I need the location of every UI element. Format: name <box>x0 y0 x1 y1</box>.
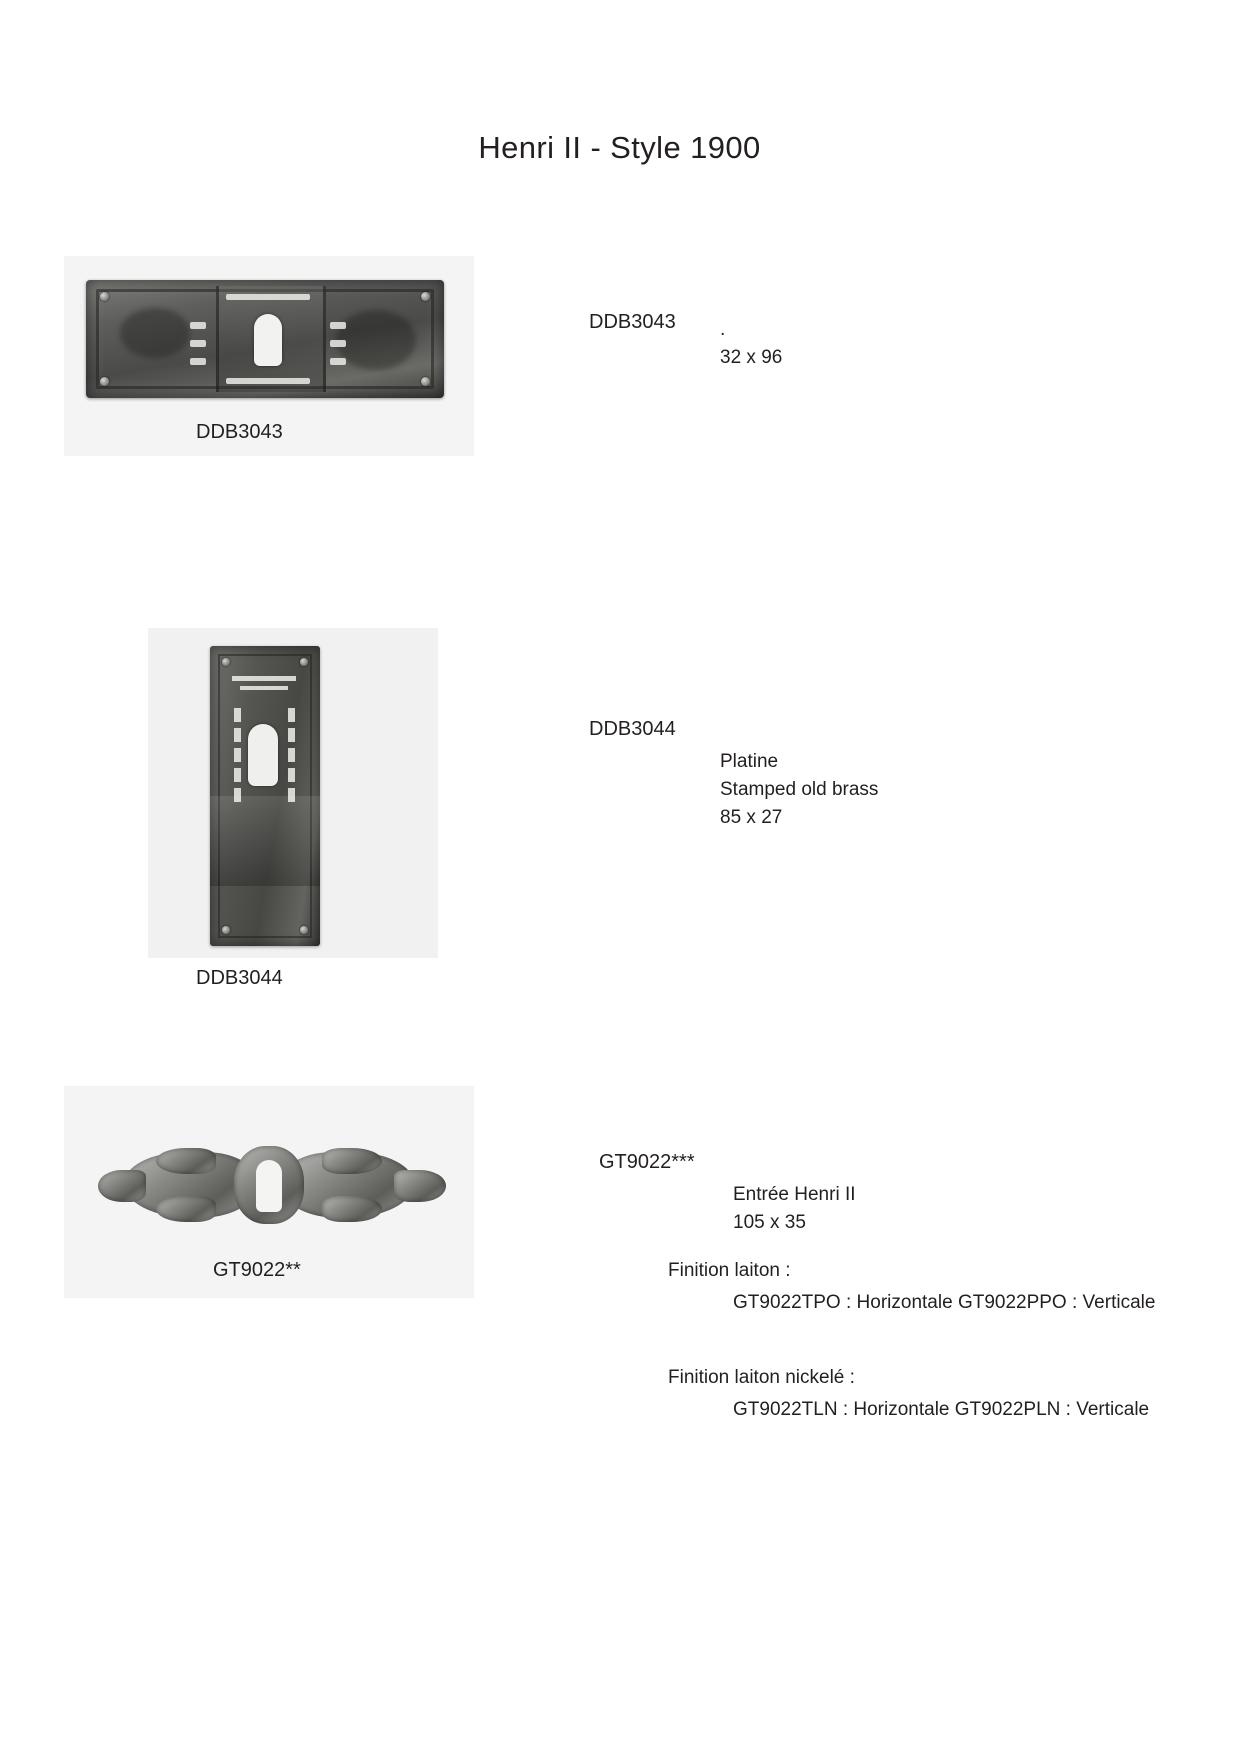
spec-line: Stamped old brass <box>720 779 879 800</box>
finish-brass-title: Finition laiton : <box>668 1260 791 1281</box>
plate-shading <box>336 310 416 370</box>
keyhole <box>248 724 278 786</box>
product-image-ddb3044 <box>148 628 438 958</box>
screw-hole <box>222 658 230 666</box>
spec-line: . <box>720 319 726 340</box>
plate-ornament <box>330 322 346 329</box>
keyhole <box>254 314 282 366</box>
plate-ornament <box>234 728 241 742</box>
plate-ornament <box>234 748 241 762</box>
screw-hole <box>100 292 109 301</box>
screw-hole <box>300 658 308 666</box>
spec-line: Platine <box>720 751 779 772</box>
plate-graphic <box>210 646 320 946</box>
spec-line: 32 x 96 <box>720 347 783 368</box>
escutcheon-graphic <box>84 1146 454 1224</box>
product-code-ddb3043: DDB3043 <box>589 311 676 333</box>
screw-hole <box>300 926 308 934</box>
screw-hole <box>100 377 109 386</box>
plate-ornament <box>288 768 295 782</box>
product-caption-gt9022: GT9022** <box>213 1259 301 1281</box>
finish-option: GT9022TLN : Horizontale <box>733 1399 950 1420</box>
plate-ornament <box>234 768 241 782</box>
plate-ornament <box>190 358 206 365</box>
screw-hole <box>421 377 430 386</box>
plate-ornament <box>234 708 241 722</box>
escutcheon-tip-left <box>98 1170 146 1202</box>
plate-ornament <box>240 686 288 690</box>
plate-graphic <box>86 280 444 398</box>
plate-ornament <box>330 358 346 365</box>
screw-hole <box>222 926 230 934</box>
product-specs-ddb3044 <box>720 748 878 832</box>
plate-ornament <box>288 748 295 762</box>
finish-option: GT9022TPO : Horizontale <box>733 1292 953 1313</box>
plate-ornament <box>288 708 295 722</box>
product-specs-ddb3043 <box>720 316 782 372</box>
product-specs-gt9022 <box>733 1181 856 1237</box>
plate-shading <box>120 308 190 358</box>
screw-hole <box>421 292 430 301</box>
product-code-gt9022: GT9022*** <box>599 1151 695 1173</box>
plate-ornament <box>226 378 310 384</box>
plate-ornament <box>232 676 296 681</box>
product-caption-ddb3043: DDB3043 <box>196 421 283 443</box>
spec-line: Entrée Henri II <box>733 1184 856 1205</box>
finish-nickel-options <box>733 1396 1149 1424</box>
escutcheon-leaf <box>322 1148 382 1174</box>
finish-option: GT9022PLN : Verticale <box>954 1399 1150 1420</box>
finish-nickel-title: Finition laiton nickelé : <box>668 1367 855 1388</box>
escutcheon-leaf <box>156 1196 216 1222</box>
finish-option: GT9022PPO : Verticale <box>957 1292 1156 1313</box>
plate-ornament <box>330 340 346 347</box>
page-title: Henri II - Style 1900 <box>478 130 761 165</box>
plate-ornament <box>190 322 206 329</box>
product-caption-ddb3044: DDB3044 <box>196 967 283 989</box>
plate-shading <box>210 796 320 886</box>
plate-ornament <box>190 340 206 347</box>
plate-ornament <box>226 294 310 300</box>
finish-brass-options <box>733 1289 1155 1317</box>
plate-ornament <box>288 728 295 742</box>
escutcheon-leaf <box>322 1196 382 1222</box>
keyhole <box>256 1160 282 1212</box>
escutcheon-tip-right <box>394 1170 446 1202</box>
spec-line: 105 x 35 <box>733 1212 806 1233</box>
spec-line: 85 x 27 <box>720 807 783 828</box>
product-code-ddb3044: DDB3044 <box>589 718 676 740</box>
escutcheon-leaf <box>156 1148 216 1174</box>
